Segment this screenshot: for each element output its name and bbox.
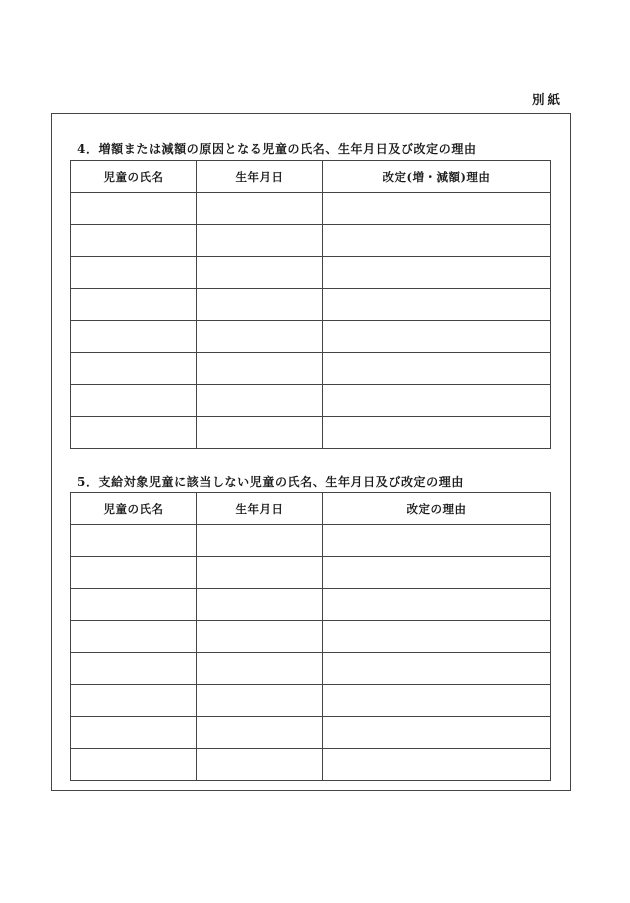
cell-birth-date[interactable]: [197, 321, 323, 353]
cell-child-name[interactable]: [71, 385, 197, 417]
table-row: [71, 257, 551, 289]
cell-revision-reason[interactable]: [323, 289, 551, 321]
table-header-row: [71, 493, 551, 525]
cell-child-name[interactable]: [71, 417, 197, 449]
cell-revision-reason[interactable]: [323, 193, 551, 225]
page-label: 別紙: [532, 92, 564, 107]
cell-revision-reason[interactable]: [323, 225, 551, 257]
table-row: [71, 589, 551, 621]
cell-revision-reason[interactable]: [323, 353, 551, 385]
table-row: [71, 417, 551, 449]
cell-child-name[interactable]: [71, 653, 197, 685]
cell-revision-reason[interactable]: [323, 717, 551, 749]
table-row: [71, 385, 551, 417]
cell-birth-date[interactable]: [197, 653, 323, 685]
cell-birth-date[interactable]: [197, 557, 323, 589]
section-4-body: [71, 193, 551, 449]
table-row: [71, 653, 551, 685]
cell-child-name[interactable]: [71, 289, 197, 321]
table-row: [71, 289, 551, 321]
cell-child-name[interactable]: [71, 685, 197, 717]
cell-birth-date[interactable]: [197, 589, 323, 621]
table-row: [71, 225, 551, 257]
section-4-table: [70, 160, 551, 449]
cell-revision-reason[interactable]: [323, 557, 551, 589]
cell-revision-reason[interactable]: [323, 621, 551, 653]
cell-child-name[interactable]: [71, 557, 197, 589]
section-5-body: [71, 525, 551, 781]
header-child-name: 児童の氏名: [71, 493, 197, 525]
table-row: [71, 621, 551, 653]
cell-revision-reason[interactable]: [323, 685, 551, 717]
header-birth-date: 生年月日: [197, 493, 323, 525]
table-row: [71, 321, 551, 353]
cell-birth-date[interactable]: [197, 525, 323, 557]
cell-birth-date[interactable]: [197, 193, 323, 225]
cell-child-name[interactable]: [71, 621, 197, 653]
section-5-title: 5．支給対象児童に該当しない児童の氏名、生年月日及び改定の理由: [77, 475, 464, 489]
cell-revision-reason[interactable]: [323, 321, 551, 353]
cell-child-name[interactable]: [71, 257, 197, 289]
cell-revision-reason[interactable]: [323, 385, 551, 417]
table-row: [71, 193, 551, 225]
cell-birth-date[interactable]: [197, 717, 323, 749]
cell-birth-date[interactable]: [197, 385, 323, 417]
cell-revision-reason[interactable]: [323, 589, 551, 621]
cell-child-name[interactable]: [71, 193, 197, 225]
table-row: [71, 685, 551, 717]
cell-birth-date[interactable]: [197, 289, 323, 321]
cell-birth-date[interactable]: [197, 621, 323, 653]
cell-revision-reason[interactable]: [323, 653, 551, 685]
table-row: [71, 557, 551, 589]
cell-revision-reason[interactable]: [323, 749, 551, 781]
cell-child-name[interactable]: [71, 589, 197, 621]
cell-child-name[interactable]: [71, 353, 197, 385]
cell-birth-date[interactable]: [197, 417, 323, 449]
cell-revision-reason[interactable]: [323, 417, 551, 449]
cell-birth-date[interactable]: [197, 685, 323, 717]
header-revision-reason: 改定の理由: [323, 493, 551, 525]
cell-birth-date[interactable]: [197, 749, 323, 781]
cell-child-name[interactable]: [71, 225, 197, 257]
section-4-title: 4．増額または減額の原因となる児童の氏名、生年月日及び改定の理由: [77, 142, 477, 156]
cell-birth-date[interactable]: [197, 257, 323, 289]
cell-revision-reason[interactable]: [323, 257, 551, 289]
table-row: [71, 749, 551, 781]
header-revision-reason: 改定(増・減額)理由: [323, 161, 551, 193]
cell-child-name[interactable]: [71, 749, 197, 781]
header-birth-date: 生年月日: [197, 161, 323, 193]
header-child-name: 児童の氏名: [71, 161, 197, 193]
table-row: [71, 717, 551, 749]
cell-revision-reason[interactable]: [323, 525, 551, 557]
cell-child-name[interactable]: [71, 717, 197, 749]
table-row: [71, 525, 551, 557]
table-header-row: [71, 161, 551, 193]
cell-birth-date[interactable]: [197, 225, 323, 257]
section-5-table: [70, 492, 551, 781]
cell-child-name[interactable]: [71, 321, 197, 353]
table-row: [71, 353, 551, 385]
cell-birth-date[interactable]: [197, 353, 323, 385]
cell-child-name[interactable]: [71, 525, 197, 557]
